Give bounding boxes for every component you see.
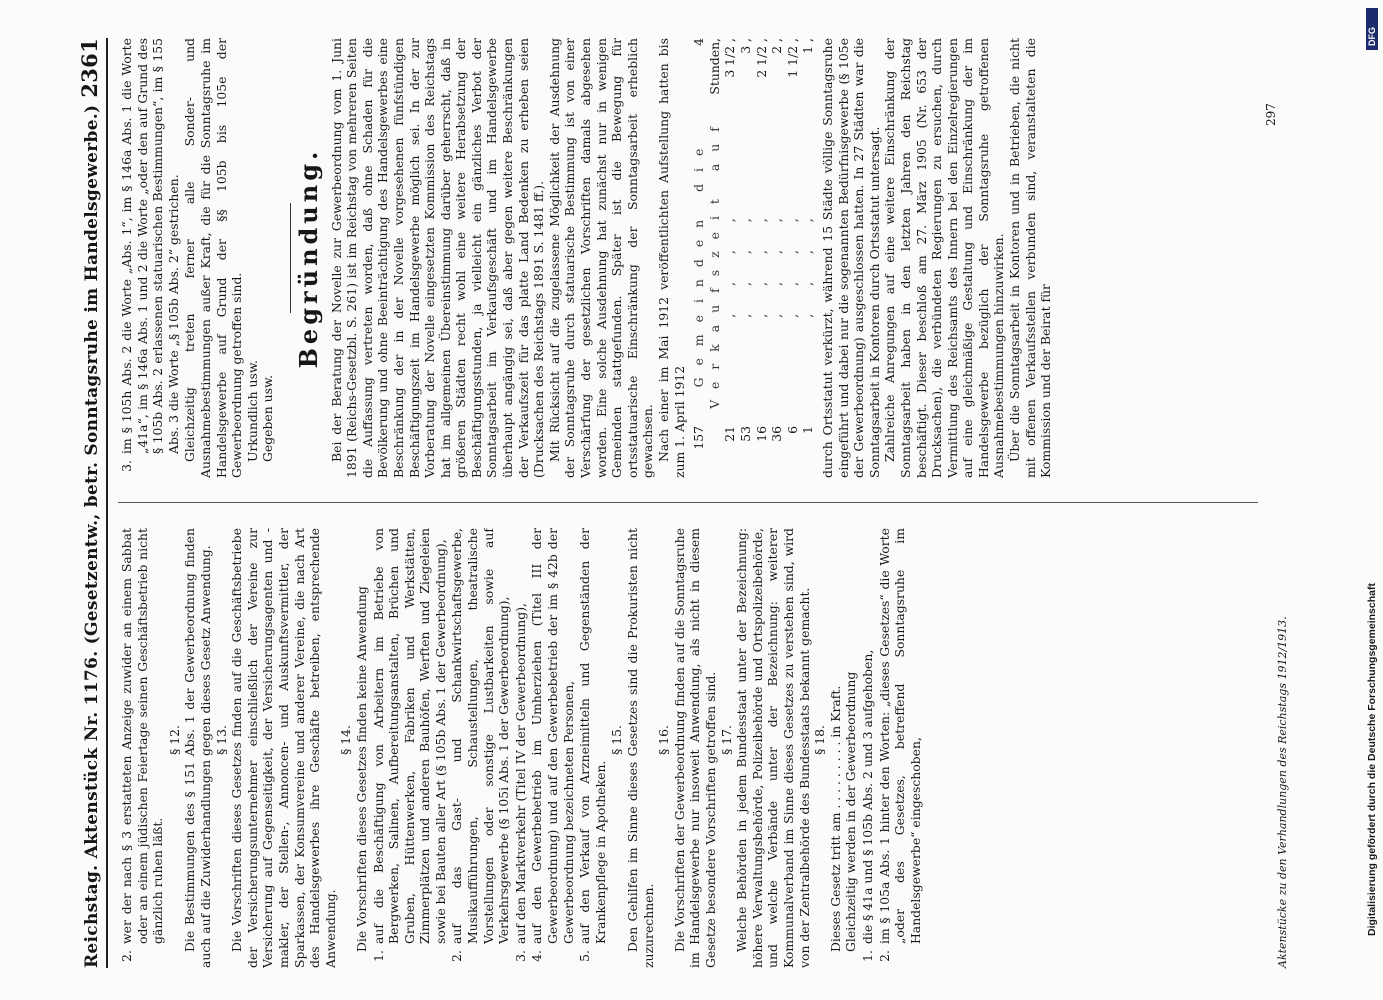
table-row	[738, 38, 754, 478]
table-cell: 36	[769, 426, 785, 442]
paragraph: Über die Sonntagsarbeit in Kontoren und in Betrieben, die nicht mit offenen Verkaufsstellen verbunden sind, veranstalteten die Kommission und der Beirat für	[1007, 38, 1054, 478]
signature-line: Urkundlich usw.	[244, 360, 260, 462]
list-item	[371, 528, 449, 968]
item-number: 1.	[859, 950, 875, 962]
paragraph: Zahlreiche Anregungen auf eine weitere Einschränkung der Sonntagsarbeit haben in den letzten Jahren den Reichstag beschäftigt. Dieser beschloß am 27. März 1905 (Nr. 653 der Drucksachen), die verbündeten Regierungen zu ersuchen, durch Vermittlung des Reichsamts des Innern bei den Einzelregierungen auf eine gleichmäßige Gestaltung und Einschränkung der im Handelsgewerbe bezüglich der Sonntagsruhe getroffenen Ausnahmebestimmungen hinzuwirken.	[882, 38, 1007, 478]
item-text: die § 41a und § 105b Abs. 2 und 3 aufgehoben,	[859, 649, 875, 944]
logo-text: DFG	[1367, 27, 1377, 46]
section-14-list	[371, 528, 609, 968]
table-cell: 2 1/2 ,	[753, 38, 769, 78]
header-rule	[106, 38, 108, 968]
list-item	[860, 528, 876, 968]
section-title-16: § 16.	[656, 725, 672, 755]
paragraph: Bei der Beratung der Novelle zur Gewerbeordnung vom 1. Juni 1891 (Reichs-Gesetzbl. S. 261) ist im Reichstag von mehreren Seiten die Auffassung vertreten worden, daß ohne Schaden für die Bevölkerung und ohne Beeinträchtigung des Handelsgewerbes eine Beschränkung der in der Novelle vorgesehenen fünfstündigen Beschäftigungszeit im Handelsgewerbe möglich sei. In der zur Vorberatung der Novelle eingesetzten Kommission des Reichstags hat im allgemeinen Übereinstimmung darüber geherrscht, daß in größeren Städten recht wohl eine weitere Herabsetzung der Beschäftigungsstunden, ja vielleicht ein gänzliches Verbot der Sonntagsarbeit im Verkaufsgeschäft und im Handelsgewerbe überhaupt angängig sei, daß aber gegen weitere Beschränkungen der Verkaufszeit für das platte Land Bedenken zu erheben seien (Drucksachen des Reichstags 1891 S. 1481 ff.).	[328, 38, 547, 478]
table-cell: 16	[753, 426, 769, 442]
section-text-13: Die Vorschriften dieses Gesetzes finden auf die Geschäftsbetriebe der Versicherungsunternehmer einschließlich der Vereine zur Versicherung auf Gegenseitigkeit, der Versicherungsagenten und -makler, der Stellen-, Annoncen- und Auskunftsvermittler, der Sparkassen, der Konsumvereine und anderer Vereine, die nach Art des Handelsgewerbes ihre Geschäfte betreiben, entsprechende Anwendung.	[229, 528, 338, 968]
list-item	[119, 38, 181, 478]
table-cell: , , , ,	[769, 206, 785, 318]
item-text: auf die Beschäftigung von Arbeitern im Betriebe von Bergwerken, Salinen, Aufbereitungsanstalten, Brüchen und Gruben, Hüttenwerken, Fabriken und Werkstätten, Zimmerplätzen und anderen Bauhöfen, Werften und Ziegeleien sowie bei Bauten aller Art (§ 105b Abs. 1 der Gewerbeordnung),	[370, 528, 448, 944]
list-item	[877, 528, 924, 968]
page-header	[62, 38, 102, 968]
table-row	[769, 38, 785, 478]
item-text: wer der nach § 3 erstatteten Anzeige zuwider an einem Sabbat oder an einem jüdischen Feiertage seinen Geschäftsbetrieb nicht gänzlich ruhen läßt.	[119, 528, 166, 944]
list-item	[513, 528, 529, 968]
item-number: 2.	[119, 950, 134, 962]
table-cell: 6	[784, 426, 800, 434]
table-row	[722, 38, 738, 478]
section-text-18b: Gleichzeitig werden in der Gewerbeordnung	[843, 671, 859, 952]
table-cell: 53	[737, 426, 753, 442]
item-text: auf den Verkauf von Arzneimitteln und Gegenständen der Krankenpflege in Apotheken.	[577, 528, 608, 944]
paragraph: durch Ortsstatut verkürzt, während 15 Städte völlige Sonntagsruhe eingeführt und dabei nur die sogenannten Bedürfnisgewerbe (§ 105e der Gewerbeordnung) ausgeschlossen hatten. In 27 Städten war die Sonntagsarbeit in Kontoren durch Ortsstatut untersagt.	[819, 38, 882, 478]
page-footer-number: 297	[1264, 103, 1278, 126]
table-cell: , , , ,	[737, 206, 753, 318]
item-text: auf das Gast- und Schankwirtschaftsgewerbe, Musikaufführungen, Schaustellungen, theatralische Vorstellungen oder sonstige Lustbarkeiten sowie auf Verkehrsgewerbe (§ 105i Abs. 1 der Gewerbeordnung),	[449, 528, 512, 944]
section-title-12: § 12.	[166, 725, 182, 755]
section-title-17: § 17.	[718, 725, 734, 755]
table-cell: , , , ,	[800, 206, 816, 318]
table-row	[691, 38, 722, 478]
item-number: 1.	[370, 950, 386, 962]
table-cell: , , , ,	[784, 206, 800, 318]
section-18-list	[860, 528, 923, 968]
section-text-18a: Dieses Gesetz tritt am . . . . . . . . . in Kraft.	[827, 685, 843, 952]
table-cell: , , , ,	[753, 206, 769, 318]
table-cell: 3 ,	[737, 38, 753, 54]
section-text-12: Die Bestimmungen des § 151 Abs. 1 der Gewerbeordnung finden auch auf die Zuwiderhandlungen gegen dieses Gesetz Anwendung.	[182, 528, 213, 968]
statistics-table	[691, 38, 816, 478]
table-cell: Gemeinden die Verkaufszeit auf	[691, 115, 722, 409]
page-footer-left: Aktenstücke zu den Verhandlungen des Reichstags 1912/1913.	[1276, 616, 1289, 968]
document-page	[14, 26, 1339, 986]
section-title-13: § 13.	[213, 725, 229, 755]
list-item	[529, 528, 576, 968]
item-number: 5.	[577, 950, 593, 962]
table-cell: 21	[722, 426, 738, 442]
list-item	[577, 528, 608, 968]
item-number: 3.	[512, 950, 528, 962]
paragraph: Nach einer im Mai 1912 veröffentlichten Aufstellung hatten bis zum 1. April 1912	[656, 38, 687, 478]
section-text-17: Welche Behörden in jedem Bundesstaat unter der Bezeichnung: höhere Verwaltungsbehörde, Polizeibehörde und Ortspolizeibehörde, und welche Verbände unter der Bezeichnung: weiterer Kommunalverband im Sinne dieses Gesetzes zu verstehen sind, wird von der Zentralbehörde des Bundesstaats bekannt gemacht.	[734, 528, 812, 968]
right-column	[118, 38, 1268, 478]
table-cell: 157	[691, 426, 707, 450]
table-cell: , , , ,	[722, 206, 738, 318]
item-text: im § 105a Abs. 1 hinter den Worten: „dieses Gesetzes“ die Worte „oder des Gesetzes, betreffend Sonntagsruhe im Handelsgewerbe“ eingeschoben,	[876, 528, 923, 944]
section-text-15: Den Gehilfen im Sinne dieses Gesetzes sind die Prokuristen nicht zuzurechnen.	[625, 528, 656, 968]
paragraph: Gleichzeitig treten ferner alle Sonder- und Ausnahmebestimmungen außer Kraft, die für die Sonntagsruhe im Handelsgewerbe auf Grund der §§ 105b bis 105e der Gewerbeordnung getroffen sind.	[182, 38, 245, 478]
table-row	[800, 38, 816, 478]
item-number: 2.	[876, 950, 892, 962]
table-cell: 4 Stunden,	[691, 38, 722, 95]
column-divider	[118, 502, 1258, 503]
item-number: 3.	[119, 460, 134, 472]
signature-line: Gegeben usw.	[260, 374, 276, 462]
table-cell: 1 ,	[800, 38, 816, 54]
table-row	[785, 38, 801, 478]
dfg-logo	[1366, 8, 1378, 50]
section-heading: Begründung.	[293, 147, 323, 369]
item-text: auf den Gewerbebetrieb im Umherziehen (Titel III der Gewerbeordnung) und auf den Gewerbebetrieb der im § 42b der Gewerbeordnung bezeichneten Personen,	[529, 528, 576, 944]
left-column	[118, 528, 1268, 968]
section-title-18: § 18.	[812, 725, 828, 755]
table-cell: 1 1/2 ,	[784, 38, 800, 78]
item-text: auf den Marktverkehr (Titel IV der Gewerbeordnung),	[512, 603, 528, 944]
table-row	[754, 38, 770, 478]
section-text-16: Die Vorschriften der Gewerbeordnung finden auf die Sonntagsruhe im Handelsgewerbe nur insoweit Anwendung, als nicht in diesem Gesetze besondere Vorschriften getroffen sind.	[671, 528, 718, 968]
table-cell: 2 ,	[769, 38, 785, 54]
section-title-14: § 14.	[338, 725, 354, 755]
credit-text: Digitalisierung gefördert durch die Deutsche Forschungsgemeinschaft	[1366, 583, 1378, 936]
section-title-15: § 15.	[609, 725, 625, 755]
table-cell: 3 1/2 ,	[722, 38, 738, 78]
header-title: Reichstag. Aktenstück Nr. 1176. (Gesetzentw., betr. Sonntagsruhe im Handelsgewerbe.)	[82, 104, 102, 968]
list-item	[449, 528, 511, 968]
page-number: 2361	[77, 38, 102, 98]
table-cell: 1	[800, 426, 816, 434]
item-text: im § 105h Abs. 2 die Worte „Abs. 1“, im § 146a Abs. 1 die Worte „41a“, im § 146a Abs. 1 und 2 die Worte „oder den auf Grund des § 105b Abs. 2 erlassenen statuarischen Bestimmungen“, im § 155 Abs. 3 die Worte „§ 105b Abs. 2“ gestrichen.	[119, 38, 181, 454]
section-intro-14: Die Vorschriften dieses Gesetzes finden keine Anwendung	[353, 586, 369, 952]
item-number: 2.	[449, 950, 465, 962]
list-item	[119, 528, 166, 968]
item-number: 4.	[529, 950, 545, 962]
separator-rule	[290, 203, 291, 313]
digitization-credit	[1338, 8, 1376, 992]
paragraph: Mit Rücksicht auf die zugelassene Möglichkeit der Ausdehnung der Sonntagsruhe durch statuarische Bestimmung ist von einer Verschärfung der gesetzlichen Vorschriften damals abgesehen worden. Eine solche Ausdehnung hat zunächst nur in wenigen Gemeinden stattgefunden. Später ist die Bewegung für ortsstatuarische Einschränkung der Sonntagsarbeit erheblich gewachsen.	[546, 38, 656, 478]
